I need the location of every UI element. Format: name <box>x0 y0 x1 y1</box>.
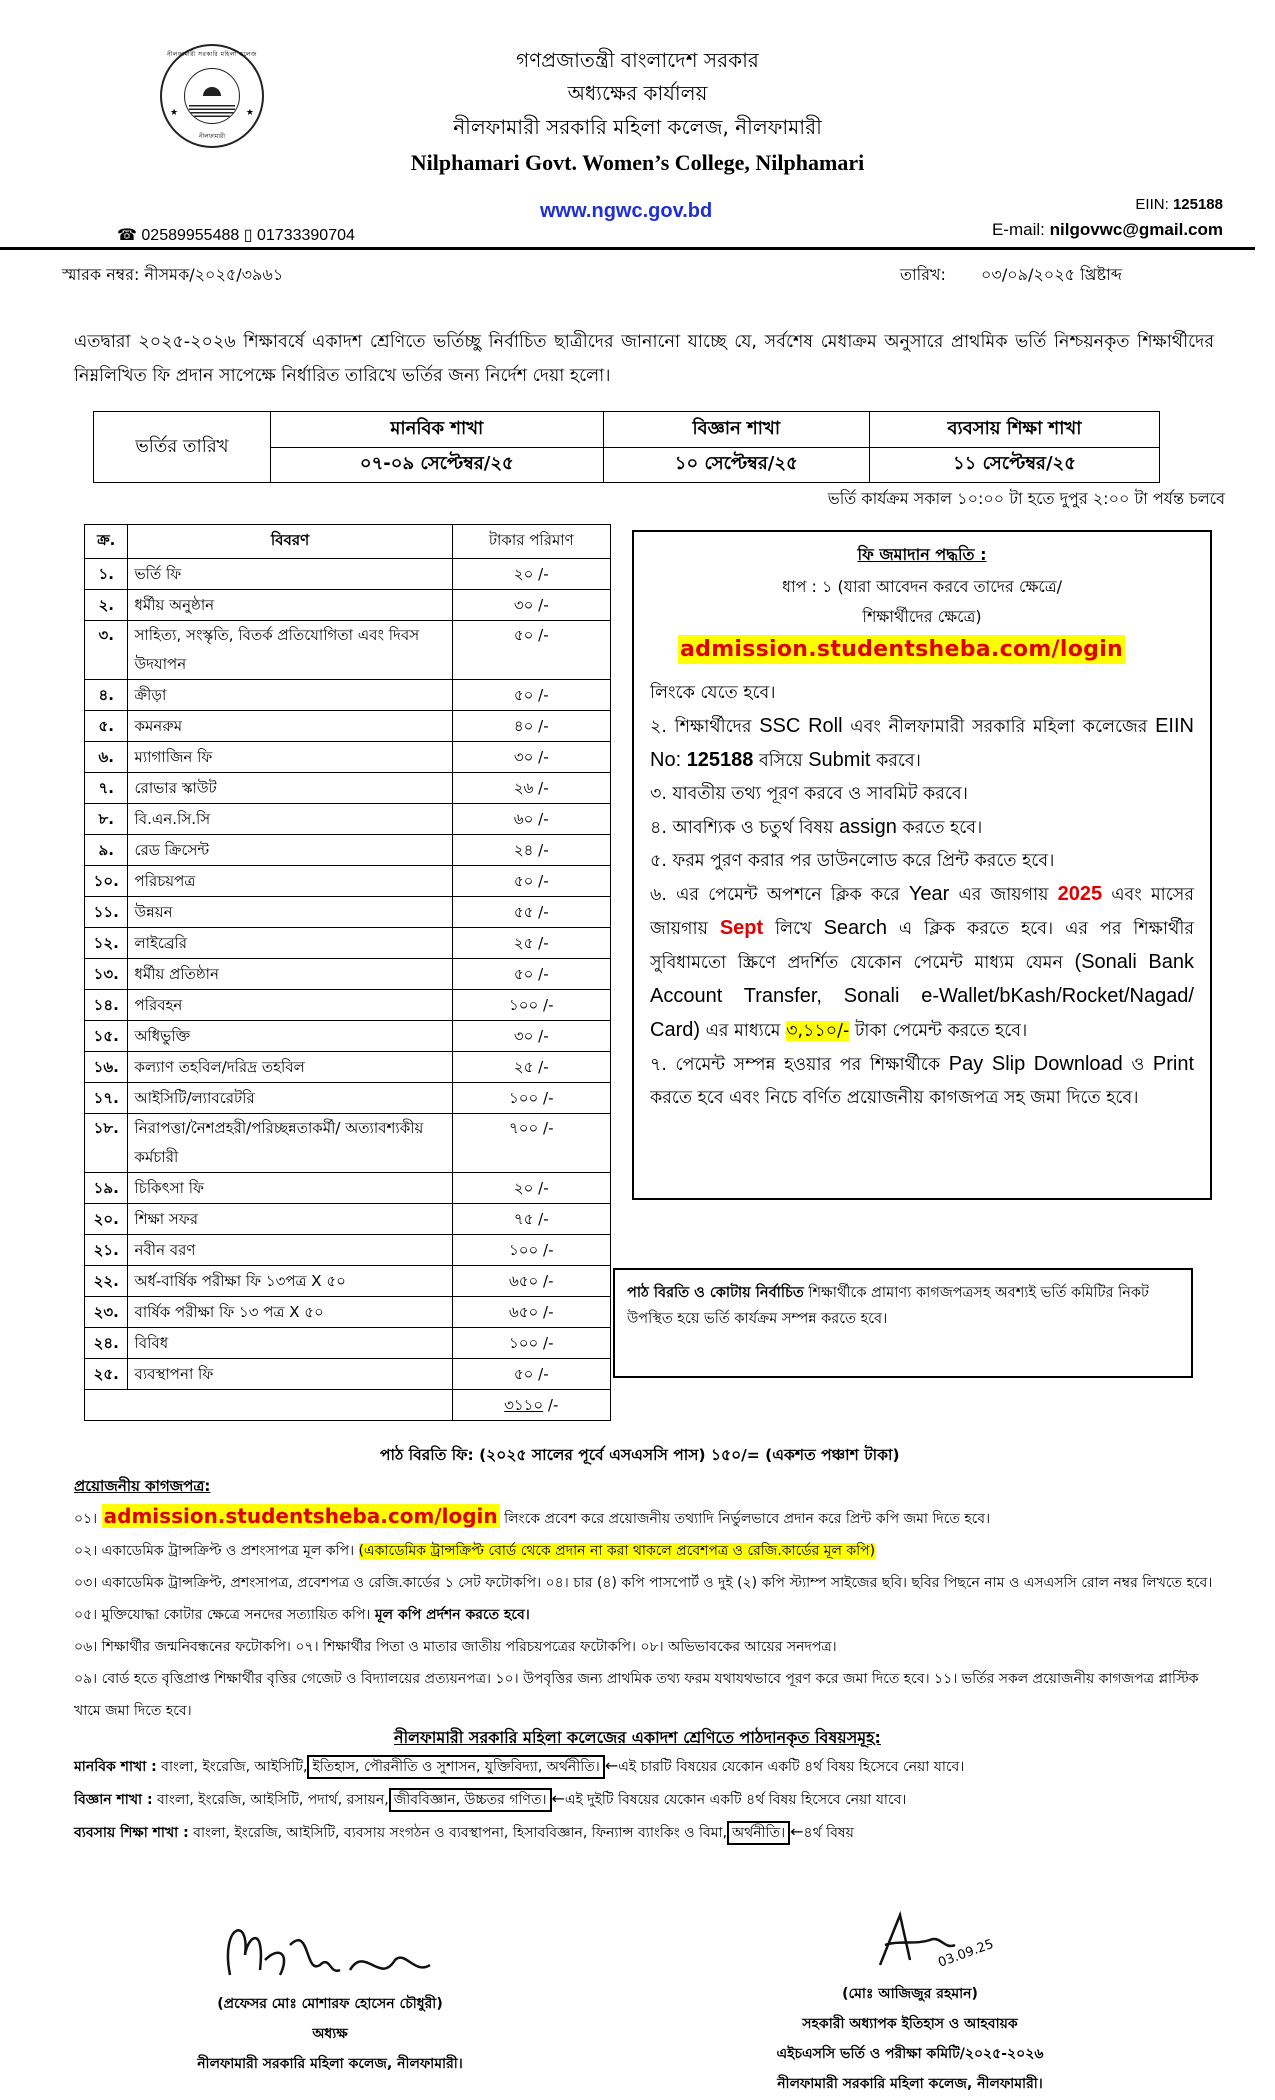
step-7: ৭. পেমেন্ট সম্পন্ন হওয়ার পর শিক্ষার্থীকে Pay Slip Download ও Print করতে হবে এবং নিচে বর্ণিত প্রয়োজনীয় কাগজপত্র সহ জমা দিতে হবে। <box>650 1053 1194 1108</box>
header-divider <box>0 247 1255 250</box>
doc-items-06-08: ০৬। শিক্ষার্থীর জন্মনিবন্ধনের ফটোকপি। ০৭। শিক্ষার্থীর পিতা ও মাতার জাতীয় পরিচয়পত্রের ফটোকপি। ০৮। অভিভাবকের আয়ের সনদপত্র। <box>74 1639 837 1655</box>
branch-science: বিজ্ঞান শাখা <box>603 412 869 448</box>
memo-value: নীসমক/২০২৫/৩৯৬১ <box>144 265 284 284</box>
doc-portal-link[interactable]: admission.studentsheba.com/login <box>103 1504 498 1528</box>
col-amount: টাকার পরিমাণ <box>452 525 610 559</box>
fee-description: পরিবহন <box>128 990 452 1021</box>
subjects-list <box>74 1750 1224 1849</box>
break-of-study-fee: পাঠ বিরতি ফি: (২০২৫ সালের পূর্বে এসএসসি পাস) ১৫০/= (একশত পঞ্চাশ টাকা) <box>380 1446 900 1464</box>
required-docs-heading: প্রয়োজনীয় কাগজপত্র: <box>74 1477 211 1495</box>
fee-description: নবীন বরণ <box>128 1235 452 1266</box>
principal-signature-block <box>130 1915 530 2075</box>
doc-item-01: ০১। admission.studentsheba.com/login লিংকে প্রবেশ করে প্রয়োজনীয় তথ্যাদি নির্ভুলভাবে প্রদান করে প্রিন্ট কপি জমা দিতে হবে। <box>74 1504 991 1528</box>
memo-number <box>62 262 283 289</box>
subjects-heading: নীলফামারী সরকারি মহিলা কলেজের একাদশ শ্রেণিতে পাঠদানকৃত বিষয়সমূহ: <box>394 1728 881 1747</box>
quota-note-bold: পাঠ বিরতি ও কোটায় নির্বাচিত <box>627 1285 804 1301</box>
fee-description: ম্যাগাজিন ফি <box>128 742 452 773</box>
fee-amount: ৫০ /- <box>452 621 610 680</box>
fee-row <box>85 1204 611 1235</box>
fee-row <box>85 990 611 1021</box>
fee-description: ক্রীড়া <box>128 680 452 711</box>
intro-paragraph: এতদ্বারা ২০২৫-২০২৬ শিক্ষাবর্ষে একাদশ শ্রেণিতে ভর্তিচ্ছু নির্বাচিত ছাত্রীদের জানানো যাচ্ছে যে, সর্বশেষ মেধাক্রম অনুসারে প্রাথমিক ভর্তি নিশ্চয়নকৃত শিক্ষার্থীদের নিম্নলিখিত ফি প্রদান সাপেক্ষে নির্ধারিত তারিখে ভর্তির জন্য নির্দেশ দেয়া হলো। <box>74 332 1214 386</box>
email-info <box>992 220 1223 240</box>
fee-serial: ২১. <box>85 1235 128 1266</box>
fee-amount: ৬০ /- <box>452 804 610 835</box>
step-3: ৩. যাবতীয় তথ্য পূরণ করবে ও সাবমিট করবে। <box>650 784 968 804</box>
fee-serial: ১. <box>85 559 128 590</box>
fee-serial: ২. <box>85 590 128 621</box>
mobile-phone-icon: ▯ <box>243 227 253 244</box>
email-label: E-mail: <box>991 220 1045 239</box>
fee-serial: ১৫. <box>85 1021 128 1052</box>
memo-label: স্মারক নম্বর: <box>62 265 140 284</box>
fee-serial: ১৪. <box>85 990 128 1021</box>
fee-description: সাহিত্য, সংস্কৃতি, বিতর্ক প্রতিযোগিতা এবং দিবস উদযাপন <box>128 621 452 680</box>
office-title: অধ্যক্ষের কার্যালয় <box>567 81 708 105</box>
fee-serial: ৬. <box>85 742 128 773</box>
star-icon: ★ <box>170 108 179 118</box>
eiin-label: EIIN: <box>1135 196 1169 213</box>
principal-org: নীলফামারী সরকারি মহিলা কলেজ, নীলফামারী। <box>197 2056 463 2072</box>
signature-scribble-icon <box>690 1905 1130 1975</box>
quota-note-box <box>613 1268 1193 1378</box>
fee-serial: ৯. <box>85 835 128 866</box>
step-2: ২. শিক্ষার্থীদের SSC Roll এবং নীলফামারী সরকারি মহিলা কলেজের EIIN No: 125188 বসিয়ে Submit করবে। <box>650 715 1194 771</box>
fee-row <box>85 866 611 897</box>
fee-amount: ৬৫০ /- <box>452 1297 610 1328</box>
fee-description: আইসিটি/ল্যাবরেটরি <box>128 1083 452 1114</box>
col-serial: ক্র. <box>85 525 128 559</box>
convener-signature-block <box>690 1905 1130 2092</box>
payment-amount-highlight: ৩,১১০/- <box>786 1021 850 1041</box>
fee-serial: ১৯. <box>85 1173 128 1204</box>
star-icon: ★ <box>245 108 254 118</box>
date-value: ০৩/০৯/২০২৫ খ্রিষ্টাব্দ <box>981 265 1123 284</box>
fee-description: ধর্মীয় অনুষ্ঠান <box>128 590 452 621</box>
fee-amount: ১০০ /- <box>452 1083 610 1114</box>
fee-row <box>85 1359 611 1390</box>
fee-description: বি.এন.সি.সি <box>128 804 452 835</box>
fee-description: উন্নয়ন <box>128 897 452 928</box>
svg-text:03.09.25: 03.09.25 <box>936 1936 996 1971</box>
fee-serial: ২৫. <box>85 1359 128 1390</box>
fee-amount: ৪০ /- <box>452 711 610 742</box>
fee-row <box>85 742 611 773</box>
admission-date-table <box>93 411 1160 483</box>
convener-designation: সহকারী অধ্যাপক ইতিহাস ও আহবায়ক <box>802 2016 1018 2032</box>
email-value[interactable]: nilgovwc@gmail.com <box>1049 220 1223 239</box>
fee-serial: ৪. <box>85 680 128 711</box>
payment-method-box <box>632 530 1212 1200</box>
fee-description: চিকিৎসা ফি <box>128 1173 452 1204</box>
fee-serial: ২০. <box>85 1204 128 1235</box>
fee-amount: ১০০ /- <box>452 1235 610 1266</box>
fee-description: রোভার স্কাউট <box>128 773 452 804</box>
admission-portal-link[interactable]: admission.studentsheba.com/login <box>680 637 1123 662</box>
fee-row <box>85 1266 611 1297</box>
fee-description: লাইব্রেরি <box>128 928 452 959</box>
fee-description: বিবিধ <box>128 1328 452 1359</box>
fee-row <box>85 559 611 590</box>
fee-amount: ৭০০ /- <box>452 1114 610 1173</box>
eiin-info <box>1135 196 1223 213</box>
fee-row <box>85 711 611 742</box>
fee-row <box>85 621 611 680</box>
fee-row <box>85 1021 611 1052</box>
fee-description: অধিভুক্তি <box>128 1021 452 1052</box>
fee-amount: ২৬ /- <box>452 773 610 804</box>
fee-amount: ২৫ /- <box>452 928 610 959</box>
fee-amount: ২৫ /- <box>452 1052 610 1083</box>
fee-amount: ১০০ /- <box>452 990 610 1021</box>
fee-description: শিক্ষা সফর <box>128 1204 452 1235</box>
fee-row <box>85 773 611 804</box>
fee-serial: ২২. <box>85 1266 128 1297</box>
fee-row <box>85 804 611 835</box>
step-5: ৫. ফরম পুরণ করার পর ডাউনলোড করে প্রিন্ট করতে হবে। <box>650 851 1055 871</box>
fee-amount: ৩০ /- <box>452 742 610 773</box>
col-description: বিবরণ <box>128 525 452 559</box>
fee-serial: ১০. <box>85 866 128 897</box>
fee-serial: ৮. <box>85 804 128 835</box>
fee-amount: ৫০ /- <box>452 959 610 990</box>
govt-title: গণপ্রজাতন্ত্রী বাংলাদেশ সরকার <box>516 48 759 72</box>
business-subjects: ব্যবসায় শিক্ষা শাখা : বাংলা, ইংরেজি, আইসিটি, ব্যবসায় সংগঠন ও ব্যবস্থাপনা, হিসাববিজ্ঞান, ফিন্যান্স ব্যাংকিং ও বিমা, অর্থনীতি। ←৪র্থ বিষয় <box>74 1816 1224 1849</box>
fee-amount: ৩০ /- <box>452 590 610 621</box>
fee-row <box>85 897 611 928</box>
fee-row <box>85 1235 611 1266</box>
fee-row <box>85 1052 611 1083</box>
eiin-value: 125188 <box>1172 196 1223 213</box>
payment-steps <box>650 677 1194 1115</box>
convener-org: নীলফামারী সরকারি মহিলা কলেজ, নীলফামারী। <box>777 2076 1043 2092</box>
college-name-en: Nilphamari Govt. Women’s College, Nilphamari <box>410 150 865 175</box>
branch-business: ব্যবসায় শিক্ষা শাখা <box>869 412 1159 448</box>
fee-serial: ২৩. <box>85 1297 128 1328</box>
fee-serial: ১৬. <box>85 1052 128 1083</box>
fee-description: পরিচয়পত্র <box>128 866 452 897</box>
science-subjects: বিজ্ঞান শাখা : বাংলা, ইংরেজি, আইসিটি, পদার্থ, রসায়ন, জীববিজ্ঞান, উচ্চতর গণিত। ←এই দুইটি বিষয়ের যেকোন একটি ৪র্থ বিষয় হিসেবে নেয়া যাবে। <box>74 1783 1224 1816</box>
step-6: ৬. এর পেমেন্ট অপশনে ক্লিক করে Year এর জায়গায় 2025 এবং মাসের জায়গায় Sept লিখে Search এ ক্লিক করতে হবে। এর পর শিক্ষার্থীর সুবিধামতো স্ক্রিণে প্রদর্শিত যেকোন পেমেন্ট মাধ্যম যেমন (Sonali Bank Account Transfer, Sonali e-Wallet/bKash/Rocket/Nagad/ Card) এর মাধ্যমে ৩,১১০/- টাকা পেমেন্ট করতে হবে। <box>650 883 1194 1041</box>
fee-serial: ১১. <box>85 897 128 928</box>
required-docs-list <box>74 1500 1224 1727</box>
fee-description: নিরাপত্তা/নৈশপ্রহরী/পরিচ্ছন্নতাকর্মী/ অত্যাবশ্যকীয় কর্মচারী <box>128 1114 452 1173</box>
fee-amount: ৬৫০ /- <box>452 1266 610 1297</box>
fee-row <box>85 1173 611 1204</box>
seal-ring-text: নীলফামারী সরকারি মহিলা কলেজ <box>167 51 257 58</box>
doc-items-09-11: ০৯। বোর্ড হতে বৃত্তিপ্রাপ্ত শিক্ষার্থীর বৃত্তির গেজেট ও বিদ্যালয়ের প্রত্যয়নপত্র। ১০। উপবৃত্তির জন্য প্রাথমিক তথ্য ফরম যথাযথভাবে পূরণ করে জমা দিতে হবে। ১১। ভর্তির সকল প্রয়োজনীয় কাগজপত্র প্লাস্টিক খামে জমা দিতে হবে। <box>74 1671 1199 1719</box>
fee-amount: ২০ /- <box>452 1173 610 1204</box>
fee-row <box>85 835 611 866</box>
fee-row <box>85 590 611 621</box>
fee-row <box>85 1114 611 1173</box>
fee-amount: ২৪ /- <box>452 835 610 866</box>
fee-description: ভর্তি ফি <box>128 559 452 590</box>
admission-date-label: ভর্তির তারিখ <box>94 412 271 483</box>
quota-note-text: শিক্ষার্থীকে প্রামাণ্য কাগজপত্রসহ অবশ্যই ভর্তি কমিটির নিকট উপস্থিত হয়ে ভর্তি কার্যক্রম সম্পন্ন করতে হবে। <box>627 1285 1149 1327</box>
branch-humanities: মানবিক শাখা <box>271 412 604 448</box>
fee-serial: ১৮. <box>85 1114 128 1173</box>
college-name-bn: নীলফামারী সরকারি মহিলা কলেজ, নীলফামারী <box>453 115 822 139</box>
fee-row <box>85 1297 611 1328</box>
convener-committee: এইচএসসি ভর্তি ও পরীক্ষা কমিটি/২০২৫-২০২৬ <box>776 2046 1044 2062</box>
fee-description: বার্ষিক পরীক্ষা ফি ১৩ পত্র X ৫০ <box>128 1297 452 1328</box>
fee-serial: ১৩. <box>85 959 128 990</box>
memo-date <box>900 262 1122 289</box>
seal-bottom-text: নীলফামারী <box>199 133 225 140</box>
fee-description: ব্যবস্থাপনা ফি <box>128 1359 452 1390</box>
phone-number: 02589955488 <box>141 227 240 244</box>
doc-items-03-05: ০৩। একাডেমিক ট্রান্সক্রিপ্ট, প্রশংসাপত্র, প্রবেশপত্র ও রেজি.কার্ডের ১ সেট ফটোকপি। ০৪। চার (৪) কপি পাসপোর্ট ও দুই (২) কপি স্ট্যাম্প সাইজের ছবি। ছবির পিছনে নাম ও এসএসসি রোল নম্বর লিখতে হবে। ০৫। মুক্তিযোদ্ধা কোটার ক্ষেত্রে সনদের সত্যায়িত কপি। মূল কপি প্রর্দশন করতে হবে। <box>74 1575 1213 1623</box>
admission-timing: ভর্তি কার্যক্রম সকাল ১০:০০ টা হতে দুপুর ২:০০ টা পর্যন্ত চলবে <box>827 489 1225 508</box>
principal-designation: অধ্যক্ষ <box>312 2026 348 2042</box>
payment-title: ফি জমাদান পদ্ধতি : <box>857 545 987 564</box>
fee-amount: ৫০ /- <box>452 866 610 897</box>
humanities-subjects: মানবিক শাখা : বাংলা, ইংরেজি, আইসিটি, ইতিহাস, পৌরনীতি ও সুশাসন, যুক্তিবিদ্যা, অর্থনীতি। ←এই চারটি বিষয়ের যেকোন একটি ৪র্থ বিষয় হিসেবে নেয়া যাবে। <box>74 1750 1224 1783</box>
date-science: ১০ সেপ্টেম্বর/২৫ <box>603 447 869 483</box>
fee-serial: ৩. <box>85 621 128 680</box>
mobile-number: 01733390704 <box>257 227 355 244</box>
website-link[interactable]: www.ngwc.gov.bd <box>540 200 713 222</box>
fee-description: ধর্মীয় প্রতিষ্ঠান <box>128 959 452 990</box>
fee-amount: ৭৫ /- <box>452 1204 610 1235</box>
fee-serial: ১২. <box>85 928 128 959</box>
date-label: তারিখ: <box>900 265 946 284</box>
left-arrow-icon: ← <box>790 1822 804 1841</box>
telephone-icon: ☎ <box>117 227 137 244</box>
total-label <box>85 1390 453 1421</box>
fee-description: রেড ক্রিসেন্ট <box>128 835 452 866</box>
fee-row <box>85 928 611 959</box>
principal-name: (প্রফেসর মোঃ মোশারফ হোসেন চৌধুরী) <box>217 1996 443 2012</box>
link-instruction: লিংকে যেতে হবে। <box>650 683 776 703</box>
fee-serial: ১৭. <box>85 1083 128 1114</box>
fee-amount: ১০০ /- <box>452 1328 610 1359</box>
fee-row <box>85 680 611 711</box>
fee-serial: ৫. <box>85 711 128 742</box>
step-4: ৪. আবশ্যিক ও চতুর্থ বিষয় assign করতে হবে। <box>650 816 983 838</box>
fee-serial: ২৪. <box>85 1328 128 1359</box>
fee-description: অর্ধ-বার্ষিক পরীক্ষা ফি ১৩পত্র X ৫০ <box>128 1266 452 1297</box>
fee-row <box>85 1328 611 1359</box>
fee-row <box>85 959 611 990</box>
left-arrow-icon: ← <box>604 1756 619 1775</box>
doc-item-02: ০২। একাডেমিক ট্রান্সক্রিপ্ট ও প্রশংসাপত্র মূল কপি। (একাডেমিক ট্রান্সক্রিপ্ট বোর্ড থেকে প্রদান না করা থাকলে প্রবেশপত্র ও রেজি.কার্ডের মূল কপি) <box>74 1543 876 1559</box>
fee-row <box>85 1083 611 1114</box>
left-arrow-icon: ← <box>551 1789 565 1808</box>
step1-heading: ধাপ : ১ (যারা আবেদন করবে তাদের ক্ষেত্রে/ শিক্ষার্থীদের ক্ষেত্রে) <box>782 577 1062 626</box>
date-humanities: ০৭-০৯ সেপ্টেম্বর/২৫ <box>271 447 604 483</box>
fee-description: কল্যাণ তহবিল/দরিদ্র তহবিল <box>128 1052 452 1083</box>
fee-description: কমনরুম <box>128 711 452 742</box>
fee-amount: ৫০ /- <box>452 1359 610 1390</box>
convener-name: (মোঃ আজিজুর রহমান) <box>842 1986 978 2002</box>
total-amount: ৩১১০ /- <box>452 1390 610 1421</box>
fee-serial: ৭. <box>85 773 128 804</box>
fee-amount: ৫৫ /- <box>452 897 610 928</box>
phone-info <box>117 225 355 245</box>
date-business: ১১ সেপ্টেম্বর/২৫ <box>869 447 1159 483</box>
signature-scribble-icon <box>130 1915 530 1985</box>
fee-amount: ২০ /- <box>452 559 610 590</box>
fee-amount: ৫০ /- <box>452 680 610 711</box>
fee-amount: ৩০ /- <box>452 1021 610 1052</box>
fee-table <box>84 524 611 1421</box>
